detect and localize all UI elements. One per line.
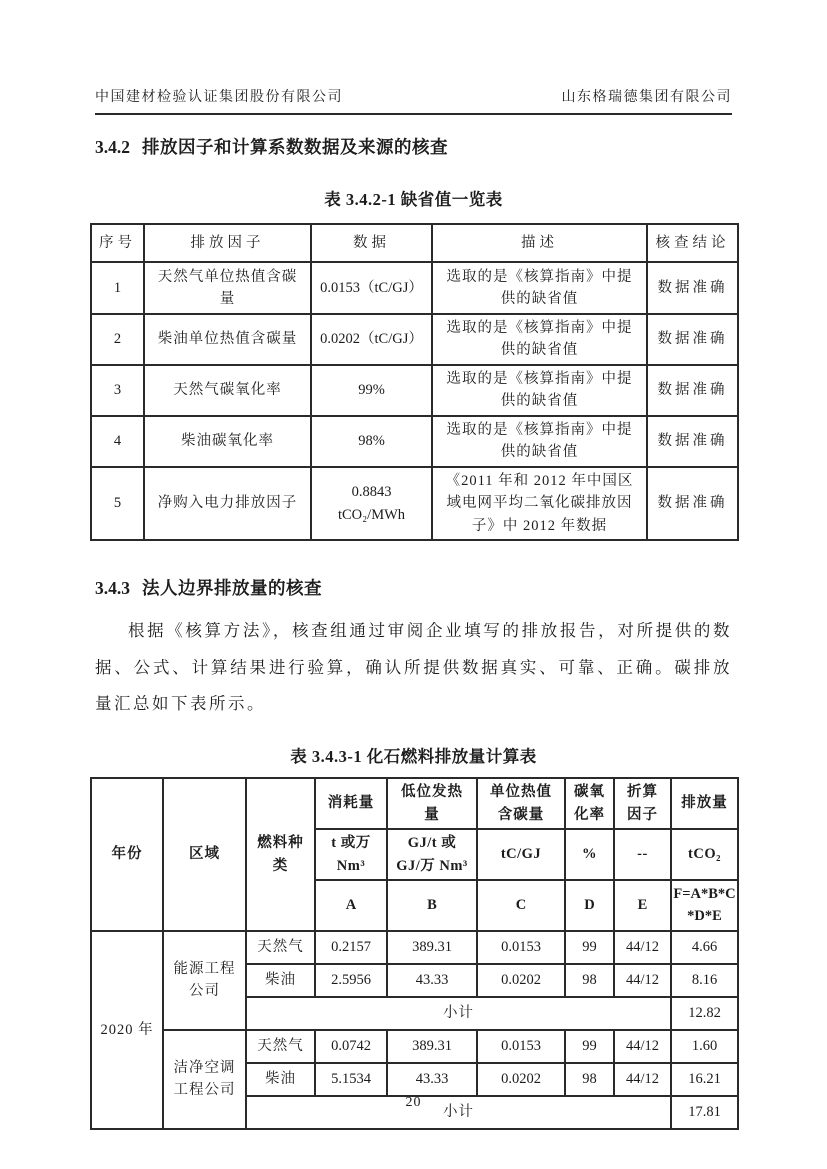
cell-conclusion: 数据准确: [647, 262, 738, 314]
table-row: [91, 1030, 738, 1063]
col-header-fuel: 燃料种类: [246, 778, 315, 931]
table-header-row: [91, 224, 738, 262]
cell-no: 2: [91, 314, 144, 365]
cell-b: 389.31: [387, 931, 477, 964]
symbol-e: E: [614, 880, 671, 931]
cell-subtotal-value: 12.82: [671, 997, 738, 1030]
cell-desc: 选取的是《核算指南》中提供的缺省值: [432, 262, 647, 314]
header-company-left: 中国建材检验认证集团股份有限公司: [95, 90, 343, 105]
cell-desc: 选取的是《核算指南》中提供的缺省值: [432, 365, 647, 416]
cell-subtotal-label: 小计: [246, 997, 671, 1030]
cell-value: 0.8843 tCO₂/MWh: [311, 467, 432, 540]
cell-e: 44/12: [614, 1030, 671, 1063]
section-3-4-2-heading: [95, 134, 732, 159]
unit-emissions: tCO₂: [671, 829, 738, 880]
unit-ncv: GJ/t 或 GJ/万 Nm³: [387, 829, 477, 880]
cell-conclusion: 数据准确: [647, 365, 738, 416]
cell-region: 能源工程公司: [163, 931, 246, 1030]
cell-a: 0.0742: [315, 1030, 387, 1063]
cell-b: 43.33: [387, 964, 477, 997]
cell-factor: 柴油碳氧化率: [144, 416, 311, 467]
cell-no: 5: [91, 467, 144, 540]
cell-d: 99: [565, 1030, 614, 1063]
cell-b: 43.33: [387, 1063, 477, 1096]
col-header-oxidation-rate: 碳氧化率: [565, 778, 614, 829]
unit-carbon-content: tC/GJ: [477, 829, 565, 880]
cell-factor: 净购入电力排放因子: [144, 467, 311, 540]
symbol-b: B: [387, 880, 477, 931]
col-header-ncv: 低位发热量: [387, 778, 477, 829]
default-values-table: [90, 223, 739, 541]
cell-c: 0.0202: [477, 964, 565, 997]
cell-no: 3: [91, 365, 144, 416]
running-header: [95, 0, 732, 115]
unit-conversion-factor: --: [614, 829, 671, 880]
col-header-factor: 排放因子: [144, 224, 311, 262]
cell-fuel: 柴油: [246, 964, 315, 997]
cell-value: 98%: [311, 416, 432, 467]
table-row: [91, 314, 738, 365]
cell-f: 16.21: [671, 1063, 738, 1096]
table-header-row: [91, 778, 738, 829]
cell-f: 1.60: [671, 1030, 738, 1063]
section-3-4-3-heading: [95, 575, 732, 600]
cell-a: 0.2157: [315, 931, 387, 964]
page-number: 20: [405, 1095, 422, 1110]
cell-region: 洁净空调工程公司: [163, 1030, 246, 1129]
fossil-fuel-emissions-table: [90, 777, 739, 1130]
col-header-no: 序号: [91, 224, 144, 262]
table-row: [91, 467, 738, 540]
cell-conclusion: 数据准确: [647, 467, 738, 540]
cell-d: 98: [565, 964, 614, 997]
cell-e: 44/12: [614, 1063, 671, 1096]
cell-factor: 天然气单位热值含碳量: [144, 262, 311, 314]
section-number: 3.4.3: [95, 578, 130, 599]
col-header-conversion-factor: 折算因子: [614, 778, 671, 829]
cell-value: 0.0153（tC/GJ）: [311, 262, 432, 314]
table-row: [91, 262, 738, 314]
cell-desc: 《2011 年和 2012 年中国区域电网平均二氧化碳排放因子》中 2012 年数据: [432, 467, 647, 540]
cell-a: 2.5956: [315, 964, 387, 997]
section-number: 3.4.2: [95, 137, 130, 157]
cell-subtotal-label: 小计: [246, 1096, 671, 1129]
unit-oxidation-rate: %: [565, 829, 614, 880]
col-header-emissions: 排放量: [671, 778, 738, 829]
body-paragraph: 根据《核算方法》，核查组通过审阅企业填写的排放报告，对所提供的数据、公式、计算结果进行验算，确认所提供数据真实、可靠、正确。碳排放量汇总如下表所示。: [95, 621, 732, 714]
cell-b: 389.31: [387, 1030, 477, 1063]
cell-factor: 天然气碳氧化率: [144, 365, 311, 416]
cell-desc: 选取的是《核算指南》中提供的缺省值: [432, 416, 647, 467]
table1-caption: 表 3.4.2-1 缺省值一览表: [324, 190, 503, 209]
cell-f: 4.66: [671, 931, 738, 964]
cell-conclusion: 数据准确: [647, 314, 738, 365]
cell-no: 1: [91, 262, 144, 314]
symbol-c: C: [477, 880, 565, 931]
col-header-consumption: 消耗量: [315, 778, 387, 829]
header-company-right: 山东格瑞德集团有限公司: [561, 90, 732, 105]
cell-conclusion: 数据准确: [647, 416, 738, 467]
cell-c: 0.0153: [477, 1030, 565, 1063]
cell-value: 99%: [311, 365, 432, 416]
cell-subtotal-value: 17.81: [671, 1096, 738, 1129]
symbol-d: D: [565, 880, 614, 931]
unit-consumption: t 或万 Nm³: [315, 829, 387, 880]
col-header-carbon-content: 单位热值含碳量: [477, 778, 565, 829]
cell-fuel: 柴油: [246, 1063, 315, 1096]
cell-c: 0.0202: [477, 1063, 565, 1096]
cell-desc: 选取的是《核算指南》中提供的缺省值: [432, 314, 647, 365]
col-header-region: 区域: [163, 778, 246, 931]
col-header-year: 年份: [91, 778, 163, 931]
section-title: 法人边界排放量的核查: [142, 578, 322, 599]
cell-value: 0.0202（tC/GJ）: [311, 314, 432, 365]
col-header-data: 数据: [311, 224, 432, 262]
table2-caption: 表 3.4.3-1 化石燃料排放量计算表: [290, 747, 537, 767]
cell-fuel: 天然气: [246, 1030, 315, 1063]
cell-e: 44/12: [614, 931, 671, 964]
table-row: [91, 931, 738, 964]
table-row: [91, 416, 738, 467]
symbol-a: A: [315, 880, 387, 931]
cell-e: 44/12: [614, 964, 671, 997]
cell-d: 99: [565, 931, 614, 964]
section-title: 排放因子和计算系数数据及来源的核查: [142, 137, 448, 157]
cell-d: 98: [565, 1063, 614, 1096]
cell-c: 0.0153: [477, 931, 565, 964]
table-row: [91, 365, 738, 416]
cell-factor: 柴油单位热值含碳量: [144, 314, 311, 365]
col-header-conclusion: 核查结论: [647, 224, 738, 262]
cell-fuel: 天然气: [246, 931, 315, 964]
col-header-desc: 描述: [432, 224, 647, 262]
cell-no: 4: [91, 416, 144, 467]
cell-f: 8.16: [671, 964, 738, 997]
cell-a: 5.1534: [315, 1063, 387, 1096]
symbol-f-formula: F=A*B*C*D*E: [671, 880, 738, 931]
cell-year: 2020 年: [91, 931, 163, 1129]
